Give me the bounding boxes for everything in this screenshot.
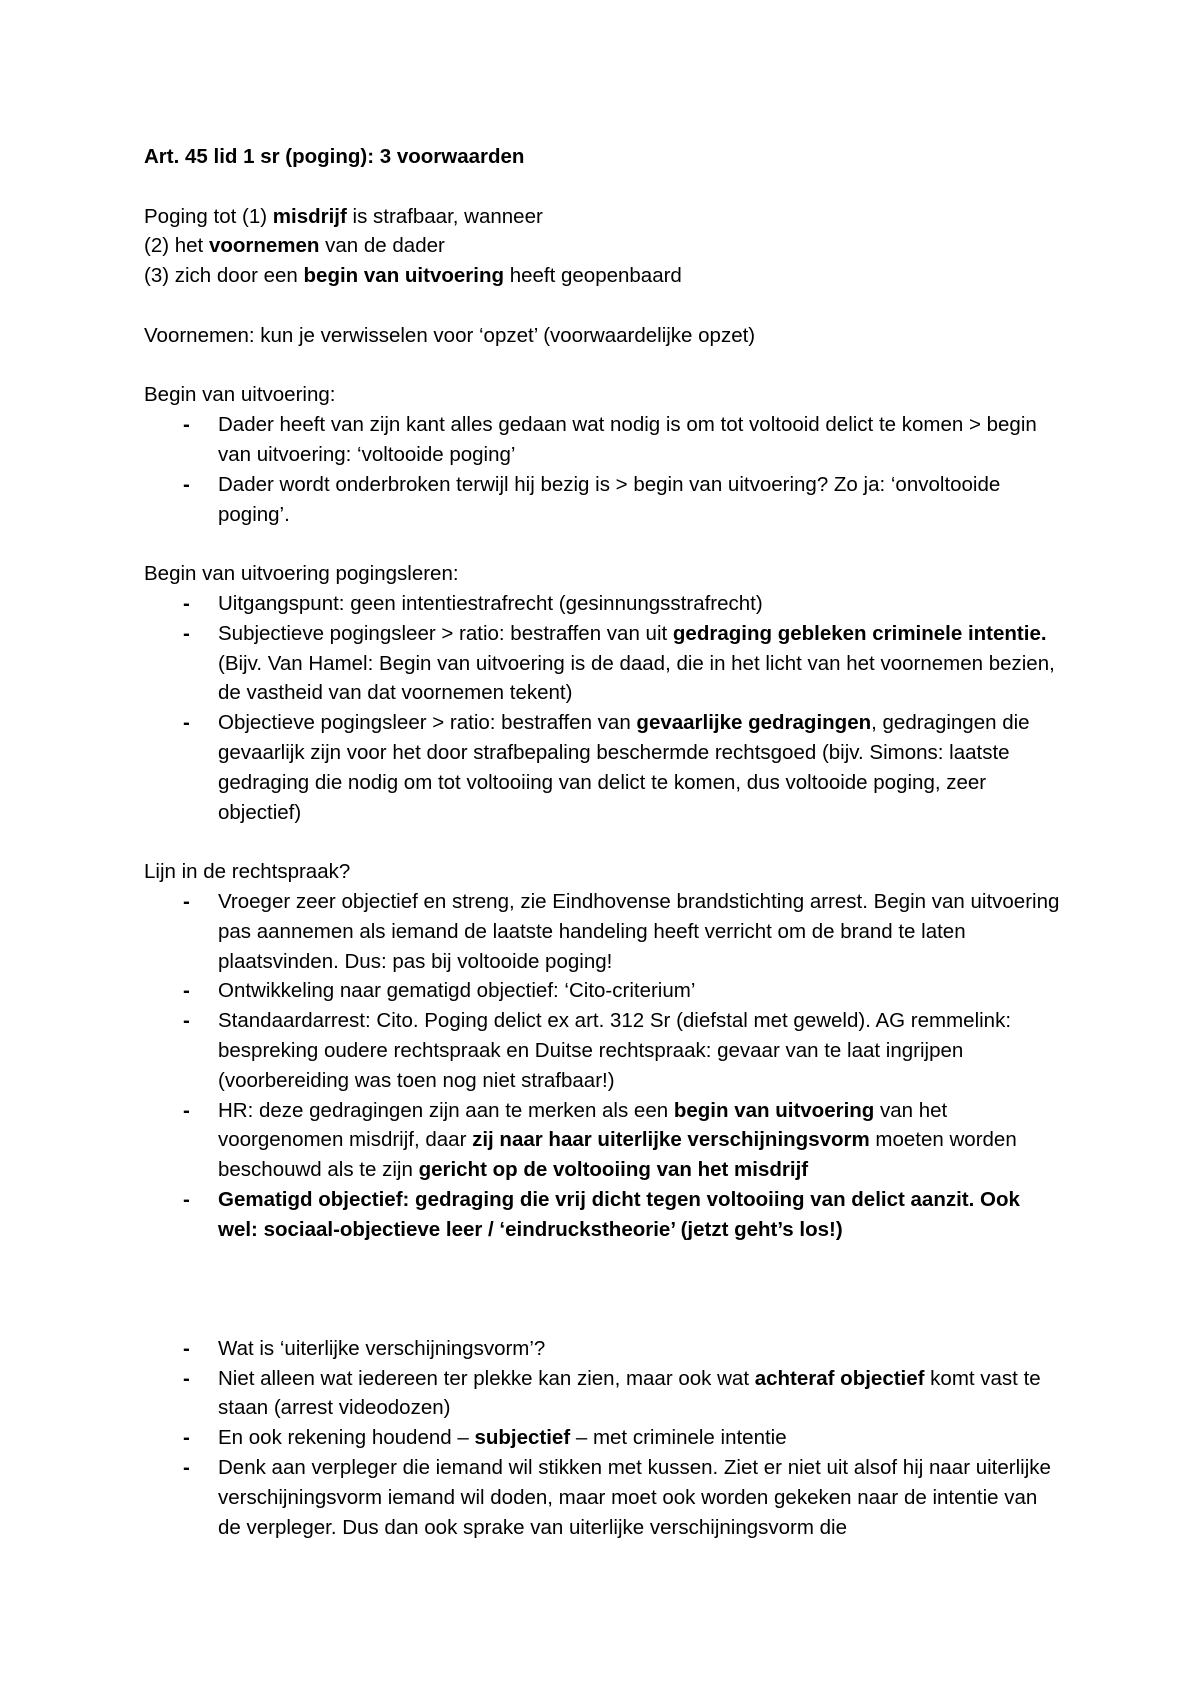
document-content xyxy=(144,142,1064,1542)
list-item: - Subjectieve pogingsleer > ratio: bestraffen van uit gedraging gebleken criminele intentie. (Bijv. Van Hamel: Begin van uitvoering is de daad, die in het licht van het voornemen bezien, de vastheid van dat voornemen tekent) xyxy=(144,619,1064,708)
spacer xyxy=(144,827,1064,857)
condition-bold: begin van uitvoering xyxy=(303,264,504,288)
bullet-dash: - xyxy=(183,1187,190,1211)
bullet-dash: - xyxy=(183,1098,190,1122)
list-item: - Gematigd objectief: gedraging die vrij dicht tegen voltooiing van delict aanzit. Ook wel: sociaal-objectieve leer / ‘eindruckstheorie’ (jetzt geht’s los!) xyxy=(144,1185,1064,1245)
bullet-dash: - xyxy=(183,711,190,735)
bullet-dash: - xyxy=(183,1009,190,1033)
list-item: - Niet alleen wat iedereen ter plekke kan zien, maar ook wat achteraf objectief komt vast te staan (arrest videodozen) xyxy=(144,1364,1064,1424)
bullet-dash: - xyxy=(183,591,190,615)
spacer xyxy=(144,351,1064,381)
bullet-dash: - xyxy=(183,1426,190,1450)
list-item: - En ook rekening houdend – subjectief – met criminele intentie xyxy=(144,1423,1064,1453)
begin-list xyxy=(144,410,1064,529)
condition-text: (3) zich door een xyxy=(144,264,304,288)
document-title: Art. 45 lid 1 sr (poging): 3 voorwaarden xyxy=(144,145,525,168)
list-item: - Denk aan verpleger die iemand wil stikken met kussen. Ziet er niet uit alsof hij naar uiterlijke verschijningsvorm iemand wil doden, maar moet ook worden gekeken naar de intentie van de verpleger. Dus dan ook sprake van uiterlijke verschijningsvorm die xyxy=(144,1453,1064,1542)
bullet-dash: - xyxy=(183,889,190,913)
rechtspraak-list xyxy=(144,887,1064,1245)
spacer xyxy=(144,172,1064,202)
bullet-dash: - xyxy=(183,1336,190,1360)
section-heading-begin: Begin van uitvoering: xyxy=(144,383,336,407)
list-item: - Uitgangspunt: geen intentiestrafrecht (gesinnungsstrafrecht) xyxy=(144,589,1064,619)
spacer xyxy=(144,1244,1064,1333)
section-heading-rechtspraak: Lijn in de rechtspraak? xyxy=(144,860,351,884)
list-item: - Wat is ‘uiterlijke verschijningsvorm’? xyxy=(144,1334,1064,1364)
list-item: - Objectieve pogingsleer > ratio: bestraffen van gevaarlijke gedragingen, gedragingen die gevaarlijk zijn voor het door strafbepaling beschermde rechtsgoed (bijv. Simons: laatste gedraging die nodig om tot voltooiing van delict te komen, dus voltooide poging, zeer objectief) xyxy=(144,708,1064,827)
list-item: - Vroeger zeer objectief en streng, zie Eindhovense brandstichting arrest. Begin van uitvoering pas aannemen als iemand de laatste handeling heeft verricht om de brand te laten plaatsvinden. Dus: pas bij voltooide poging! xyxy=(144,887,1064,976)
pogingsleren-list xyxy=(144,589,1064,827)
list-item: - Dader wordt onderbroken terwijl hij bezig is > begin van uitvoering? Zo ja: ‘onvoltooide poging’. xyxy=(144,470,1064,530)
condition-text: is strafbaar, wanneer xyxy=(346,204,543,228)
condition-line xyxy=(144,231,1064,261)
condition-line xyxy=(144,202,1064,232)
spacer xyxy=(144,529,1064,559)
condition-text: Poging tot (1) xyxy=(144,204,273,228)
bullet-dash: - xyxy=(183,979,190,1003)
section-heading-pogingsleren: Begin van uitvoering pogingsleren: xyxy=(144,562,459,586)
list-item: - Ontwikkeling naar gematigd objectief: ‘Cito-criterium’ xyxy=(144,976,1064,1006)
condition-text: van de dader xyxy=(319,234,445,258)
voornemen-paragraph: Voornemen: kun je verwisselen voor ‘opzet’ (voorwaardelijke opzet) xyxy=(144,323,756,347)
bullet-dash: - xyxy=(183,621,190,645)
condition-line xyxy=(144,261,1064,291)
bullet-dash: - xyxy=(183,413,190,437)
bullet-dash: - xyxy=(183,1456,190,1480)
list-item: - Dader heeft van zijn kant alles gedaan wat nodig is om tot voltooid delict te komen > begin van uitvoering: ‘voltooide poging’ xyxy=(144,410,1064,470)
list-item: - Standaardarrest: Cito. Poging delict ex art. 312 Sr (diefstal met geweld). AG remmelink: bespreking oudere rechtspraak en Duitse rechtspraak: gevaar van te laat ingrijpen (voorbereiding was toen nog niet strafbaar!) xyxy=(144,1006,1064,1095)
condition-text: heeft geopenbaard xyxy=(504,264,682,288)
condition-bold: misdrijf xyxy=(272,204,347,228)
spacer xyxy=(144,291,1064,321)
bullet-dash: - xyxy=(183,472,190,496)
bullet-dash: - xyxy=(183,1366,190,1390)
condition-bold: voornemen xyxy=(208,234,320,258)
condition-text: (2) het xyxy=(144,234,209,258)
list-item: - HR: deze gedragingen zijn aan te merken als een begin van uitvoering van het voorgenomen misdrijf, daar zij naar haar uiterlijke verschijningsvorm moeten worden beschouwd als te zijn gericht op de voltooiing van het misdrijf xyxy=(144,1096,1064,1185)
verschijningsvorm-list xyxy=(144,1334,1064,1543)
